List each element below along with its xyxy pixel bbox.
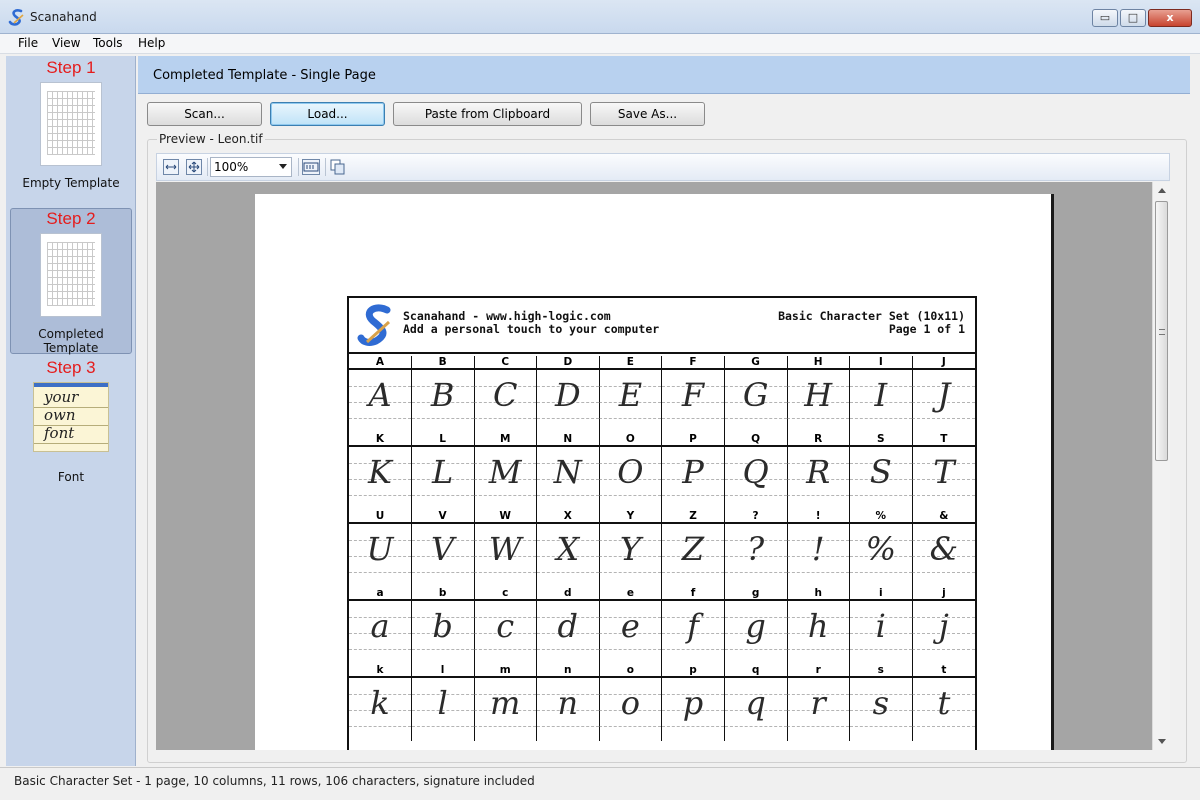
- template-cell: [474, 510, 537, 587]
- handwritten-glyph: %: [865, 530, 896, 568]
- handwritten-glyph: G: [742, 376, 769, 414]
- template-cell-caption: j: [912, 587, 975, 601]
- template-cell: [850, 510, 913, 587]
- template-cell-caption: I: [850, 356, 912, 370]
- template-cell: [912, 587, 975, 664]
- minimize-button[interactable]: [1092, 9, 1118, 27]
- handwritten-glyph: H: [804, 376, 833, 414]
- zoom-select[interactable]: [210, 157, 292, 177]
- template-cell-caption: X: [537, 510, 599, 524]
- preview-label: Preview - Leon.tif: [159, 132, 263, 146]
- chevron-down-icon: [279, 164, 287, 169]
- template-cell-caption: p: [662, 664, 724, 678]
- handwritten-glyph: q: [745, 684, 766, 722]
- handwritten-glyph: L: [431, 453, 454, 491]
- handwritten-glyph: S: [869, 453, 892, 491]
- template-row: [349, 587, 975, 664]
- template-cell: [412, 433, 475, 510]
- step-3-title: Step 3: [46, 358, 96, 377]
- template-tagline: Add a personal touch to your computer: [403, 322, 660, 336]
- font-thumb-word-3: font: [44, 424, 75, 442]
- scroll-down-icon[interactable]: [1158, 739, 1166, 744]
- handwritten-glyph: !: [811, 530, 825, 568]
- template-cell: [662, 664, 725, 741]
- template-cell: [349, 587, 412, 664]
- template-cell: [912, 433, 975, 510]
- zoom-value: 100%: [214, 160, 249, 174]
- menu-file[interactable]: File: [18, 36, 39, 50]
- template-cell: [599, 356, 662, 433]
- title-bar: [0, 0, 1200, 34]
- template-cell-caption: o: [599, 664, 661, 678]
- close-button[interactable]: [1148, 9, 1192, 27]
- menu-bar: [0, 34, 1200, 54]
- handwritten-glyph: O: [617, 453, 644, 491]
- menu-tools[interactable]: Tools: [93, 36, 123, 50]
- template-cell-caption: W: [474, 510, 536, 524]
- template-cell-caption: P: [662, 433, 724, 447]
- template-cell-caption: g: [725, 587, 787, 601]
- template-cell-caption: N: [537, 433, 599, 447]
- handwritten-glyph: K: [368, 453, 392, 491]
- template-cell-caption: k: [349, 664, 411, 678]
- template-cell-caption: f: [662, 587, 724, 601]
- template-cell: [349, 664, 412, 741]
- handwritten-glyph: j: [938, 607, 949, 645]
- minimize-icon: ▭: [1099, 11, 1111, 24]
- template-cell: [725, 510, 788, 587]
- template-cell-caption: a: [349, 587, 411, 601]
- handwritten-glyph: k: [370, 684, 390, 722]
- template-cell-caption: T: [912, 433, 975, 447]
- handwritten-glyph: d: [557, 607, 579, 645]
- handwritten-glyph: e: [620, 607, 640, 645]
- template-cell-caption: C: [474, 356, 536, 370]
- template-cell-caption: O: [599, 433, 661, 447]
- template-cell: [599, 587, 662, 664]
- template-cell-caption: t: [912, 664, 975, 678]
- character-template: [347, 296, 977, 750]
- handwritten-glyph: c: [496, 607, 515, 645]
- maximize-button[interactable]: [1120, 9, 1146, 27]
- status-text: Basic Character Set - 1 page, 10 columns, 11 rows, 106 characters, signature included: [14, 774, 535, 788]
- template-cell-caption: q: [725, 664, 787, 678]
- template-cell: [912, 510, 975, 587]
- template-header: [349, 298, 975, 354]
- handwritten-glyph: n: [557, 684, 579, 722]
- template-cell: [474, 664, 537, 741]
- template-cell: [537, 510, 600, 587]
- template-charset: Basic Character Set (10x11): [778, 309, 965, 323]
- template-cell-caption: K: [349, 433, 411, 447]
- template-cell-caption: D: [537, 356, 599, 370]
- template-cell-caption: %: [850, 510, 912, 524]
- handwritten-glyph: N: [553, 453, 582, 491]
- handwritten-glyph: f: [687, 607, 699, 645]
- template-cell-caption: A: [349, 356, 411, 370]
- template-cell: [850, 664, 913, 741]
- actual-size-icon[interactable]: [302, 159, 320, 175]
- scanahand-logo-icon: [8, 8, 26, 26]
- scan-button[interactable]: Scan...: [147, 102, 262, 126]
- handwritten-glyph: R: [806, 453, 831, 491]
- template-cell-caption: S: [850, 433, 912, 447]
- handwritten-glyph: Z: [681, 530, 705, 568]
- template-cell-caption: e: [599, 587, 661, 601]
- template-cell: [412, 587, 475, 664]
- close-icon: x: [1166, 11, 1174, 24]
- template-cell: [474, 587, 537, 664]
- template-cell-caption: i: [850, 587, 912, 601]
- handwritten-glyph: t: [937, 684, 951, 722]
- template-cell: [912, 664, 975, 741]
- template-cell: [912, 356, 975, 433]
- handwritten-glyph: g: [745, 607, 766, 645]
- template-grid: [349, 356, 975, 741]
- save-as-button[interactable]: Save As...: [590, 102, 705, 126]
- vertical-scrollbar[interactable]: [1152, 182, 1170, 750]
- step-3-font[interactable]: [10, 358, 132, 498]
- step-3-label: Font: [57, 470, 85, 484]
- step-2-title: Step 2: [46, 209, 96, 228]
- scanned-page: [255, 194, 1051, 750]
- template-cell: [474, 433, 537, 510]
- template-cell-caption: n: [537, 664, 599, 678]
- step-sidebar: [6, 56, 136, 766]
- template-cell: [787, 664, 850, 741]
- template-cell: [537, 356, 600, 433]
- template-row: [349, 356, 975, 433]
- template-title: Scanahand - www.high-logic.com: [403, 309, 611, 323]
- template-cell-caption: c: [474, 587, 536, 601]
- template-cell: [662, 510, 725, 587]
- handwritten-glyph: E: [618, 376, 643, 414]
- handwritten-glyph: A: [368, 376, 392, 414]
- template-cell-caption: M: [474, 433, 536, 447]
- handwritten-glyph: h: [807, 607, 829, 645]
- handwritten-glyph: F: [681, 376, 705, 414]
- handwritten-glyph: I: [874, 376, 888, 414]
- handwritten-glyph: l: [437, 684, 448, 722]
- step-2-completed-template[interactable]: [10, 208, 132, 354]
- template-cell: [349, 510, 412, 587]
- step-1-label: Empty Template: [22, 176, 120, 190]
- handwritten-glyph: B: [430, 376, 455, 414]
- template-cell: [725, 433, 788, 510]
- template-cell: [787, 356, 850, 433]
- load-button[interactable]: Load...: [270, 102, 385, 126]
- font-thumb-word-2: own: [44, 406, 76, 424]
- fit-page-icon[interactable]: [186, 159, 202, 175]
- template-row: [349, 433, 975, 510]
- template-cell: [599, 664, 662, 741]
- template-cell: [599, 433, 662, 510]
- handwritten-glyph: ?: [747, 530, 765, 568]
- template-cell-caption: m: [474, 664, 536, 678]
- copy-icon[interactable]: [330, 159, 346, 175]
- handwritten-glyph: C: [492, 376, 518, 414]
- maximize-icon: □: [1127, 11, 1139, 24]
- handwritten-glyph: m: [490, 684, 521, 722]
- handwritten-glyph: i: [875, 607, 886, 645]
- template-cell: [662, 433, 725, 510]
- template-cell: [725, 356, 788, 433]
- template-cell-caption: ?: [725, 510, 787, 524]
- template-cell: [787, 510, 850, 587]
- step-1-title: Step 1: [46, 58, 96, 77]
- handwritten-glyph: a: [370, 607, 390, 645]
- template-cell-caption: R: [787, 433, 849, 447]
- template-cell: [412, 356, 475, 433]
- completed-template-thumbnail: [40, 233, 102, 317]
- step-1-empty-template[interactable]: [10, 58, 132, 202]
- template-cell-caption: &: [912, 510, 975, 524]
- template-cell-caption: !: [787, 510, 849, 524]
- window-title: Scanahand: [30, 10, 97, 24]
- template-page-number: Page 1 of 1: [888, 322, 965, 336]
- template-cell-caption: E: [599, 356, 661, 370]
- handwritten-glyph: b: [432, 607, 453, 645]
- template-cell: [537, 433, 600, 510]
- template-cell: [850, 587, 913, 664]
- template-cell: [725, 664, 788, 741]
- template-cell-caption: l: [412, 664, 474, 678]
- template-cell-caption: G: [725, 356, 787, 370]
- handwritten-glyph: T: [933, 453, 955, 491]
- template-cell-caption: V: [412, 510, 474, 524]
- template-cell: [662, 587, 725, 664]
- template-cell: [474, 356, 537, 433]
- font-thumb-word-1: your: [44, 388, 79, 406]
- template-cell-caption: H: [787, 356, 849, 370]
- handwritten-glyph: r: [810, 684, 826, 722]
- empty-template-thumbnail: [40, 82, 102, 166]
- handwritten-glyph: Q: [742, 453, 769, 491]
- paste-from-clipboard-button[interactable]: Paste from Clipboard: [393, 102, 582, 126]
- template-cell: [412, 510, 475, 587]
- template-cell-caption: s: [850, 664, 912, 678]
- scanahand-logo-icon: [357, 304, 395, 346]
- handwritten-glyph: p: [682, 684, 704, 722]
- template-cell-caption: L: [412, 433, 474, 447]
- header-band: [138, 56, 1190, 94]
- template-cell: [599, 510, 662, 587]
- template-row: [349, 510, 975, 587]
- template-cell-caption: B: [412, 356, 474, 370]
- template-cell-caption: b: [412, 587, 474, 601]
- menu-view[interactable]: View: [52, 36, 81, 50]
- handwritten-glyph: U: [366, 530, 394, 568]
- handwritten-glyph: o: [620, 684, 641, 722]
- fit-width-icon[interactable]: [163, 159, 179, 175]
- handwritten-glyph: s: [872, 684, 889, 722]
- template-cell-caption: Y: [599, 510, 661, 524]
- template-cell-caption: U: [349, 510, 411, 524]
- status-bar: [0, 767, 1200, 800]
- handwritten-glyph: W: [488, 530, 522, 568]
- handwritten-glyph: P: [682, 453, 704, 491]
- template-cell-caption: h: [787, 587, 849, 601]
- template-cell-caption: r: [787, 664, 849, 678]
- template-cell: [537, 664, 600, 741]
- template-cell-caption: J: [912, 356, 975, 370]
- step-2-label: Completed Template: [38, 327, 104, 355]
- handwritten-glyph: D: [554, 376, 581, 414]
- template-cell: [349, 356, 412, 433]
- template-cell-caption: Z: [662, 510, 724, 524]
- handwritten-glyph: Y: [619, 530, 641, 568]
- template-cell: [725, 587, 788, 664]
- main-panel: [138, 56, 1190, 766]
- template-cell-caption: F: [662, 356, 724, 370]
- template-cell: [787, 587, 850, 664]
- page-title: Completed Template - Single Page: [153, 68, 376, 83]
- template-cell: [850, 356, 913, 433]
- template-row: [349, 664, 975, 741]
- handwritten-glyph: M: [488, 453, 522, 491]
- template-cell: [850, 433, 913, 510]
- preview-viewport[interactable]: [156, 182, 1152, 750]
- handwritten-glyph: &: [929, 530, 959, 568]
- template-cell: [787, 433, 850, 510]
- template-cell-caption: Q: [725, 433, 787, 447]
- template-cell: [349, 433, 412, 510]
- preview-toolbar: [156, 153, 1170, 181]
- scrollbar-thumb[interactable]: [1155, 201, 1168, 461]
- template-cell: [412, 664, 475, 741]
- scroll-up-icon[interactable]: [1158, 188, 1166, 193]
- handwritten-glyph: J: [937, 376, 951, 414]
- template-cell-caption: d: [537, 587, 599, 601]
- handwritten-glyph: X: [556, 530, 580, 568]
- menu-help[interactable]: Help: [138, 36, 166, 50]
- template-cell: [537, 587, 600, 664]
- template-cell: [662, 356, 725, 433]
- handwritten-glyph: V: [431, 530, 455, 568]
- font-thumbnail: [33, 382, 109, 452]
- window-controls: [1092, 9, 1192, 27]
